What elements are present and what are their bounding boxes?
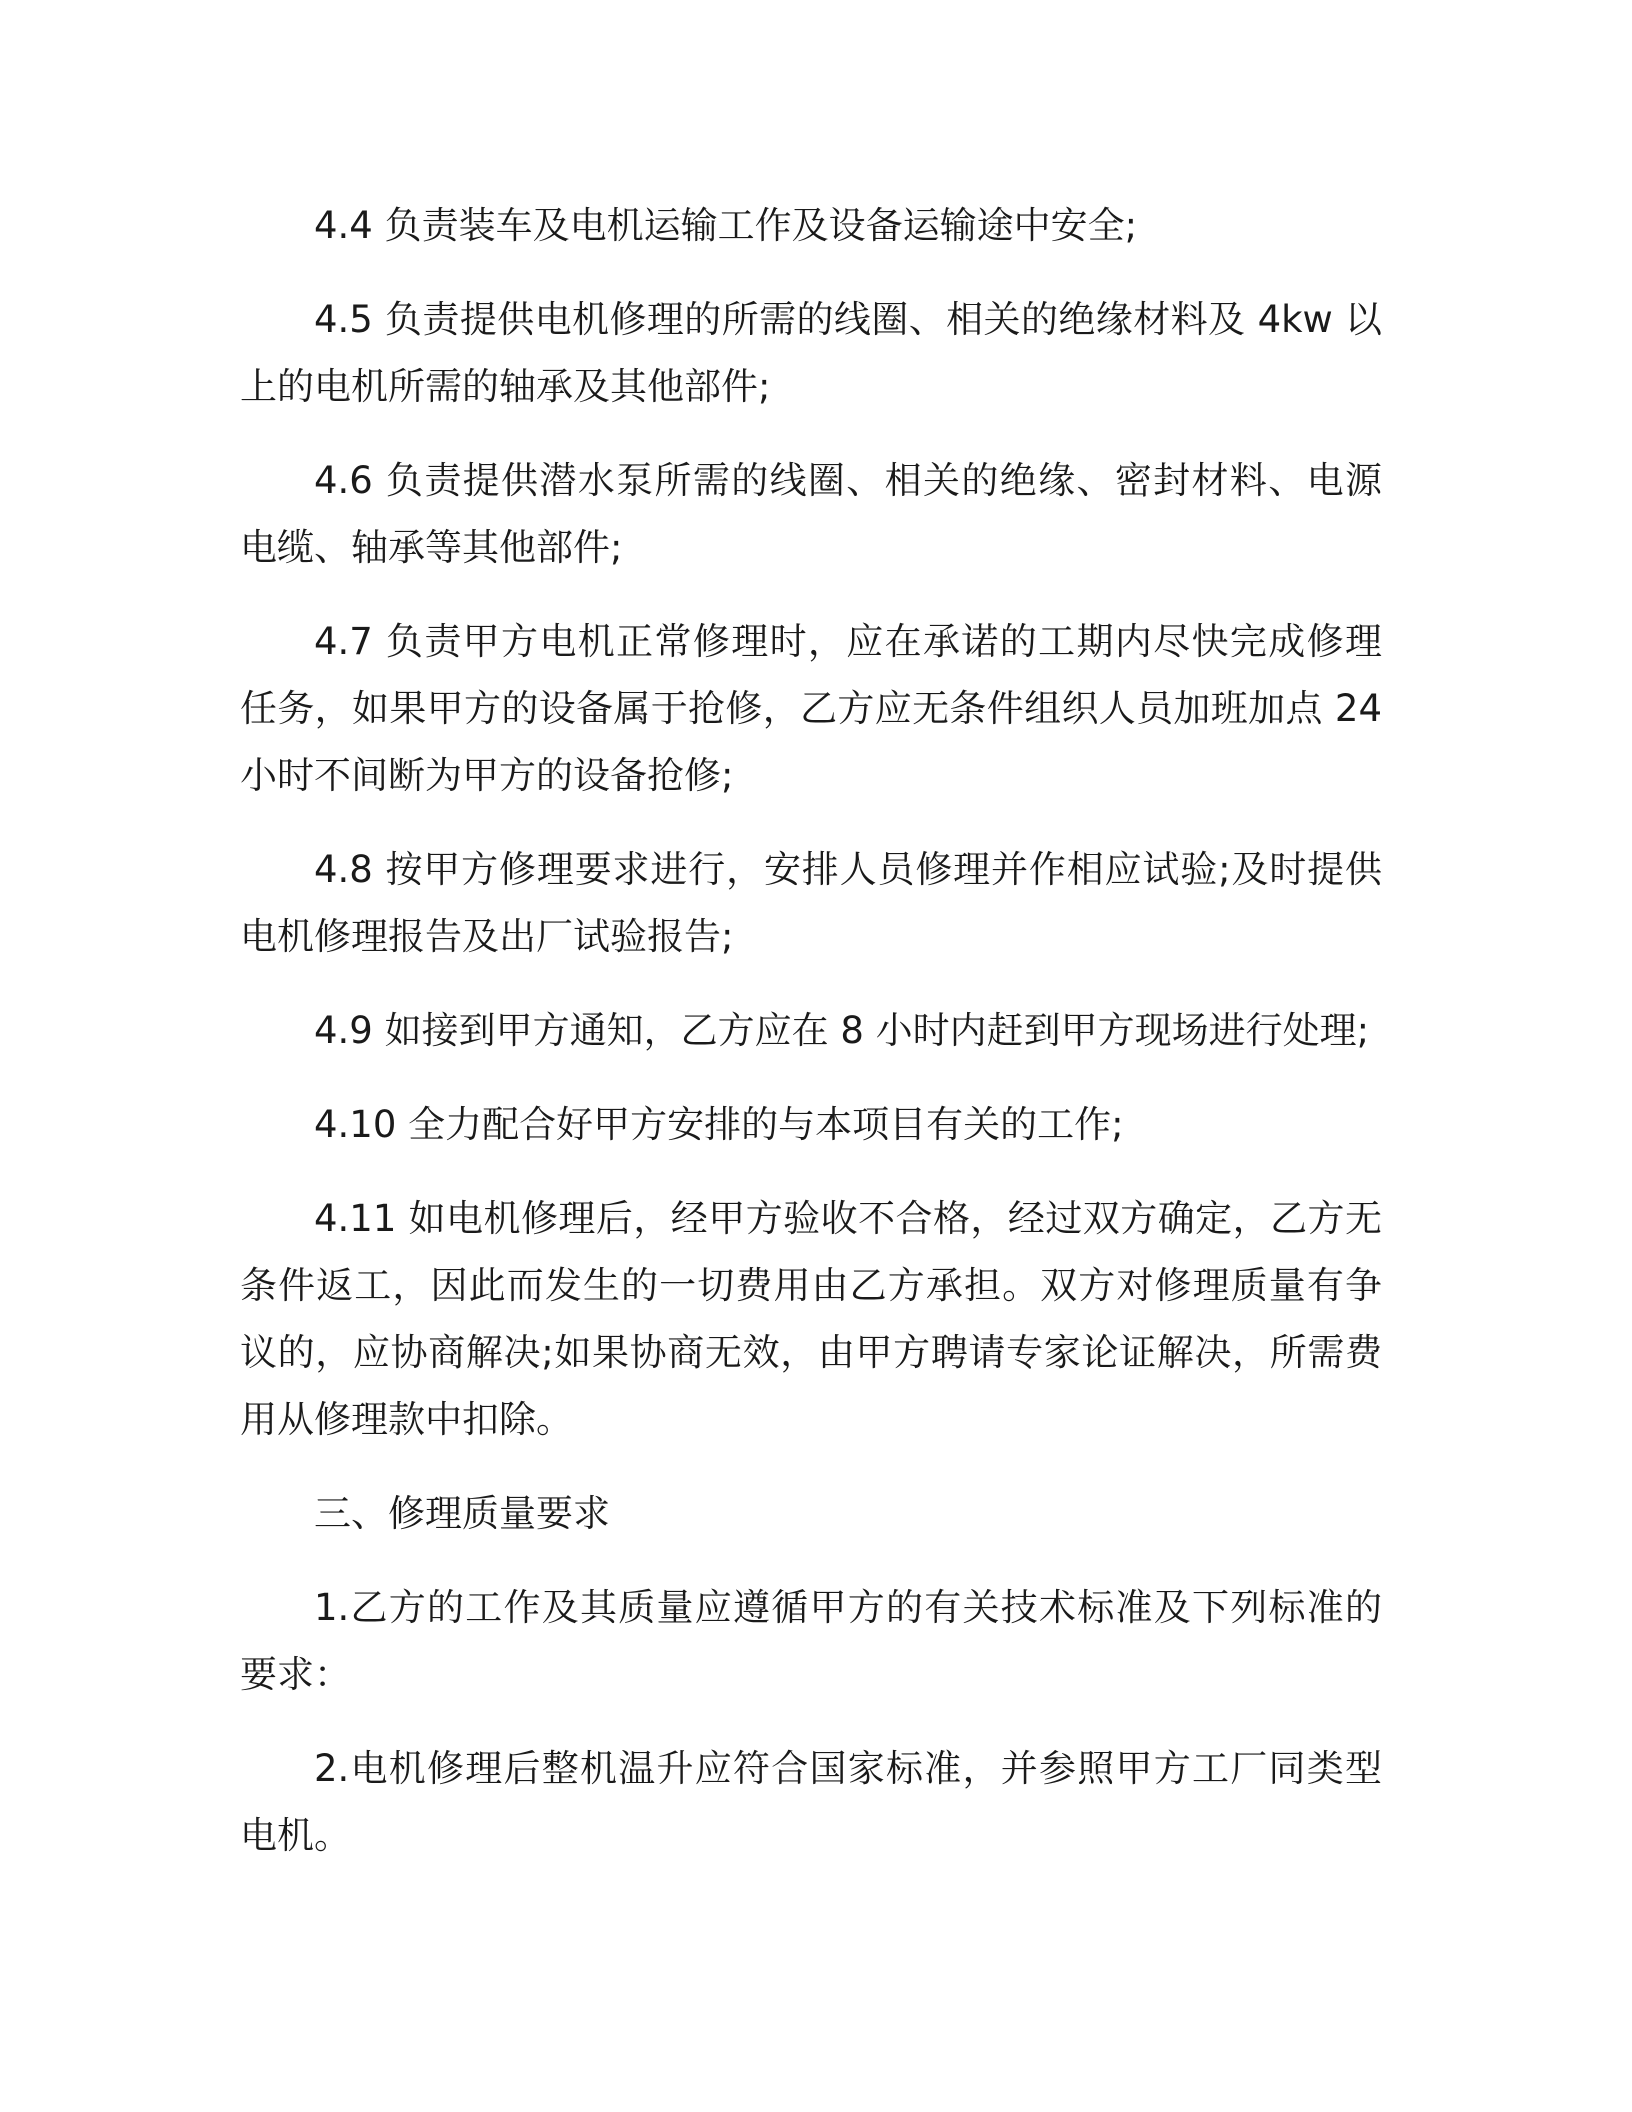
clause-4-7: 4.7 负责甲方电机正常修理时，应在承诺的工期内尽快完成修理任务，如果甲方的设备属于抢修，乙方应无条件组织人员加班加点 24 小时不间断为甲方的设备抢修; [240, 620, 1382, 797]
quality-item-1: 1.乙方的工作及其质量应遵循甲方的有关技术标准及下列标准的要求： [240, 1586, 1382, 1696]
clause-4-8: 4.8 按甲方修理要求进行，安排人员修理并作相应试验;及时提供电机修理报告及出厂试验报告; [240, 848, 1382, 958]
quality-item-2: 2.电机修理后整机温升应符合国家标准，并参照甲方工厂同类型电机。 [240, 1747, 1382, 1857]
clause-4-6: 4.6 负责提供潜水泵所需的线圈、相关的绝缘、密封材料、电源电缆、轴承等其他部件; [240, 459, 1382, 569]
document-body [240, 192, 1382, 1896]
section-heading-quality: 三、修理质量要求 [314, 1492, 610, 1535]
clause-4-5: 4.5 负责提供电机修理的所需的线圈、相关的绝缘材料及 4kw 以上的电机所需的轴承及其他部件; [240, 298, 1382, 408]
clause-4-10: 4.10 全力配合好甲方安排的与本项目有关的工作; [314, 1103, 1124, 1146]
clause-4-9: 4.9 如接到甲方通知，乙方应在 8 小时内赶到甲方现场进行处理; [314, 1009, 1370, 1052]
clause-4-11: 4.11 如电机修理后，经甲方验收不合格，经过双方确定，乙方无条件返工，因此而发生的一切费用由乙方承担。双方对修理质量有争议的，应协商解决;如果协商无效，由甲方聘请专家论证解决，所需费用从修理款中扣除。 [240, 1197, 1382, 1441]
clause-4-4: 4.4 负责装车及电机运输工作及设备运输途中安全; [314, 204, 1138, 247]
